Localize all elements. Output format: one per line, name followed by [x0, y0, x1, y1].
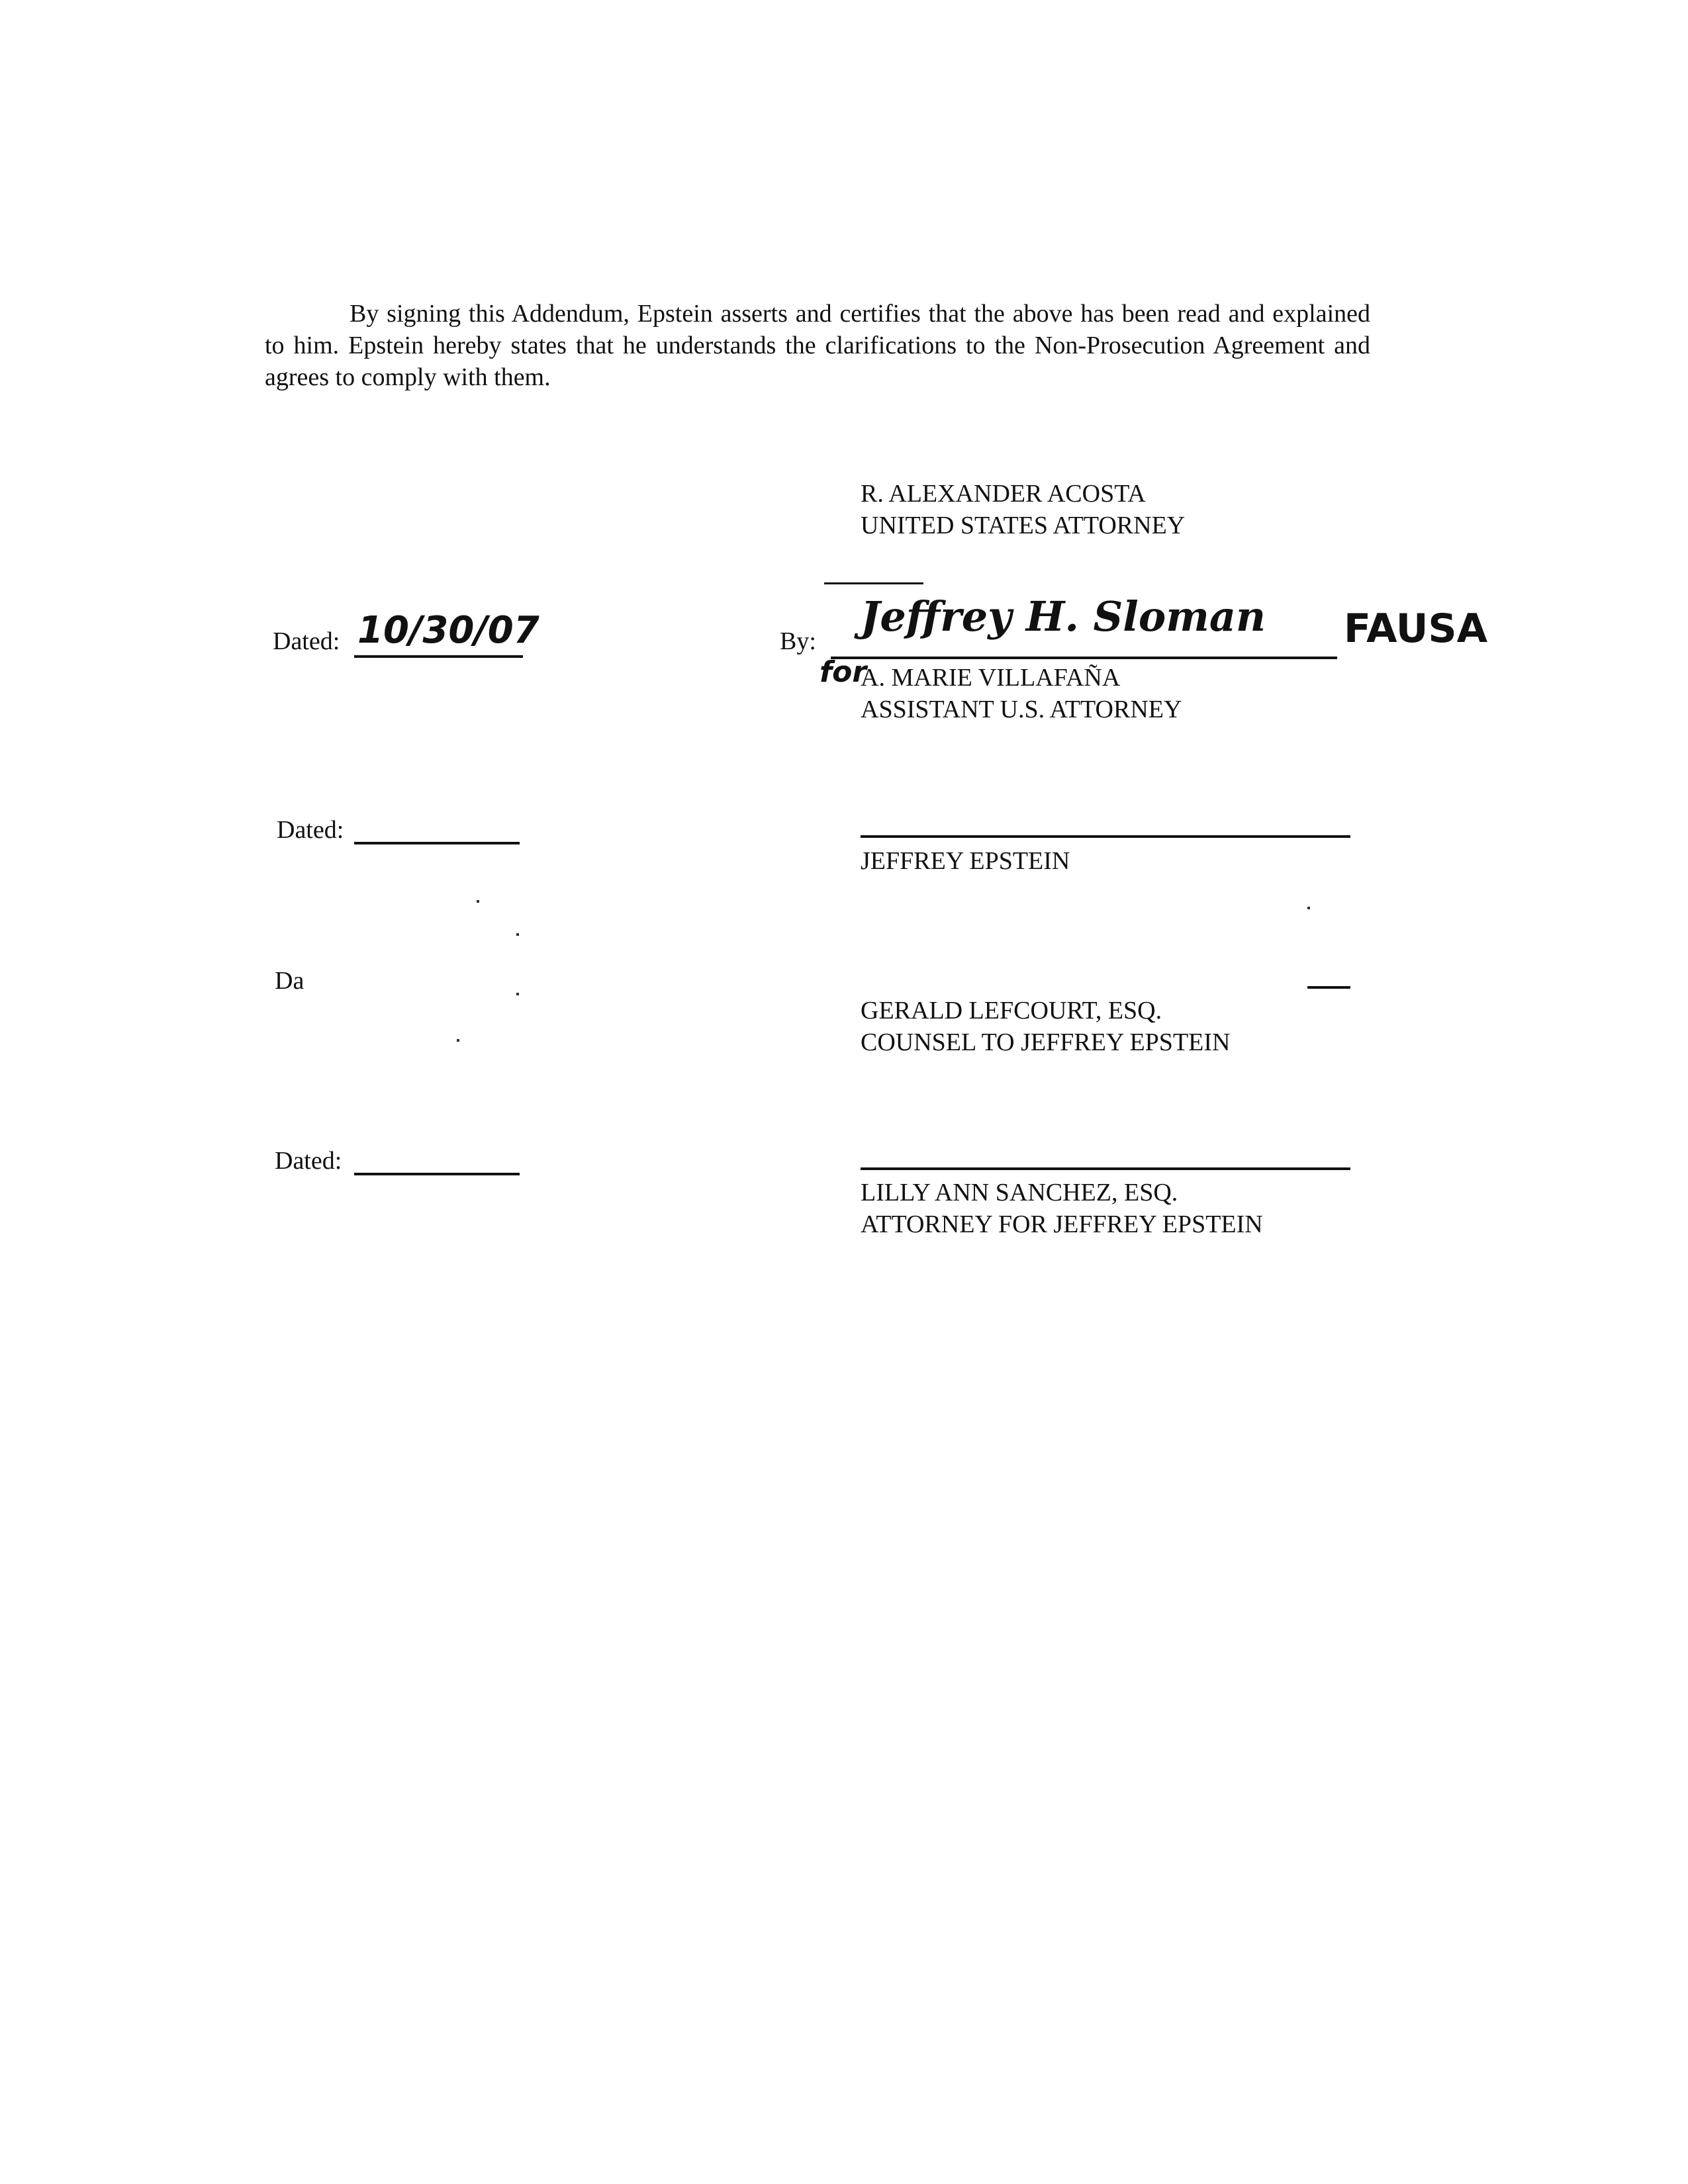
date-line-1	[354, 655, 523, 658]
date-line-2	[354, 842, 520, 844]
us-attorney-title: UNITED STATES ATTORNEY	[861, 512, 1186, 539]
certification-paragraph	[265, 298, 1370, 393]
sanchez-title: ATTORNEY FOR JEFFREY EPSTEIN	[861, 1210, 1263, 1238]
epstein-name: JEFFREY EPSTEIN	[861, 847, 1070, 875]
signature-line-sanchez	[861, 1167, 1350, 1170]
signature-line-lefcourt	[1307, 986, 1350, 989]
certification-text: By signing this Addendum, Epstein asserts and certifies that the above has been read and explained to him. Epstein hereby states that he understands the clarifications to the Non-Prosecution Agreement and agrees to comply with them.	[265, 300, 1370, 391]
dated-label-4: Dated:	[275, 1147, 342, 1175]
scan-artifact	[477, 900, 479, 903]
lefcourt-name: GERALD LEFCOURT, ESQ.	[861, 997, 1162, 1024]
signature-line-1	[831, 657, 1337, 659]
ausa-name: A. MARIE VILLAFAÑA	[861, 664, 1121, 692]
handwritten-date: 10/30/07	[357, 609, 539, 652]
signature-stroke	[824, 582, 923, 584]
by-label: By:	[780, 627, 816, 655]
lefcourt-title: COUNSEL TO JEFFREY EPSTEIN	[861, 1028, 1231, 1056]
dated-label-2: Dated:	[277, 816, 344, 844]
scan-artifact	[516, 933, 519, 936]
scan-artifact	[516, 993, 519, 995]
dated-label-3: Da	[275, 967, 305, 995]
scan-artifact	[457, 1039, 459, 1042]
us-attorney-name: R. ALEXANDER ACOSTA	[861, 480, 1146, 508]
date-line-4	[354, 1173, 520, 1175]
signature-line-epstein	[861, 835, 1350, 838]
handwritten-initials-for: for	[820, 655, 867, 689]
dated-label-1: Dated:	[273, 627, 340, 655]
ausa-title: ASSISTANT U.S. ATTORNEY	[861, 696, 1182, 723]
sanchez-name: LILLY ANN SANCHEZ, ESQ.	[861, 1179, 1178, 1206]
handwritten-signature-sloman: Jeffrey H. Sloman	[861, 592, 1266, 641]
handwritten-fausa: FAUSA	[1344, 606, 1488, 652]
scan-artifact	[1307, 907, 1310, 909]
